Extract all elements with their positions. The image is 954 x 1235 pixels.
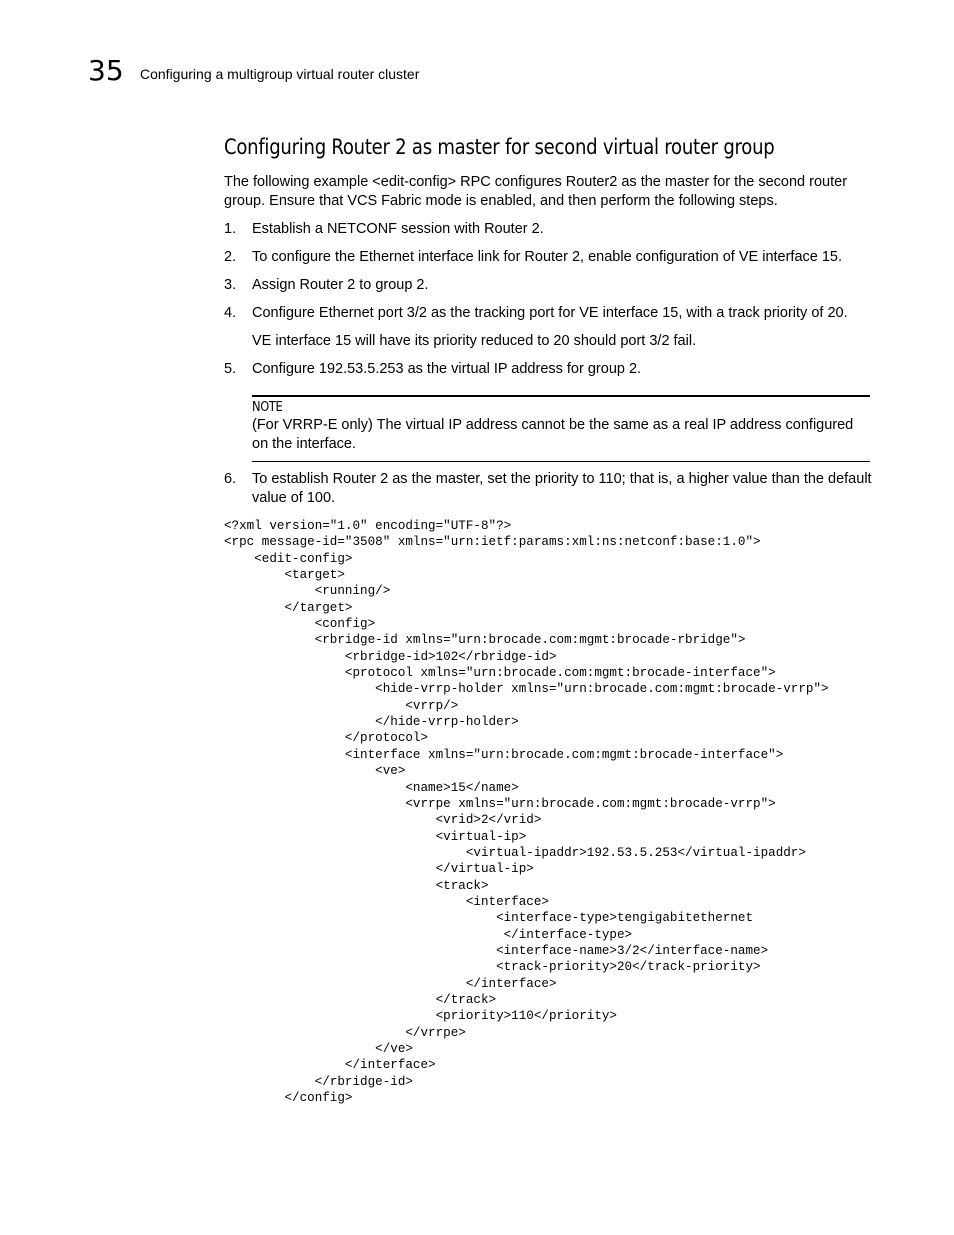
step-number: 5. — [224, 361, 237, 377]
step-number: 1. — [224, 221, 237, 237]
step-text: To establish Router 2 as the master, set the priority to 110; that is, a higher value than the default value of 100. — [252, 471, 872, 506]
step-text: Assign Router 2 to group 2. — [252, 277, 429, 293]
chapter-title: Configuring a multigroup virtual router cluster — [140, 66, 420, 82]
step-text: Configure 192.53.5.253 as the virtual IP address for group 2. — [252, 361, 642, 377]
note-label: NOTE — [252, 400, 283, 415]
chapter-number: 35 — [88, 54, 124, 87]
step-4-note: VE interface 15 will have its priority reduced to 20 should port 3/2 fail. — [252, 333, 697, 349]
step-text: Establish a NETCONF session with Router 2. — [252, 221, 544, 237]
section-heading: Configuring Router 2 as master for second virtual router group — [224, 135, 775, 159]
step-number: 6. — [224, 471, 237, 487]
step-number: 4. — [224, 305, 237, 321]
intro-paragraph: The following example <edit-config> RPC configures Router2 as the master for the second router group. Ensure that VCS Fabric mode is enabled, and then perform the following steps. — [224, 174, 848, 209]
note-text: (For VRRP-E only) The virtual IP address cannot be the same as a real IP address configured on the interface. — [252, 417, 854, 452]
step-text: Configure Ethernet port 3/2 as the tracking port for VE interface 15, with a track priority of 20. — [252, 305, 848, 321]
step-number: 2. — [224, 249, 237, 265]
note-box — [252, 395, 870, 462]
step-text: To configure the Ethernet interface link for Router 2, enable configuration of VE interface 15. — [252, 249, 843, 265]
step-number: 3. — [224, 277, 237, 293]
xml-code-block: <?xml version="1.0" encoding="UTF-8"?> <rpc message-id="3508" xmlns="urn:ietf:params:xml:ns:netconf:base:1.0"> <edit-config> <target> <running/> </target> <config> <rbridge-id xmlns="urn:brocade.com:mgmt:brocade-rbridge"> <rbridge-id>102</rbridge-id> <protocol xmlns="urn:brocade.com:mgmt:brocade-interface"> <hide-vrrp-holder xmlns="urn:brocade.com:mgmt:brocade-vrrp"> <vrrp/> </hide-vrrp-holder> </protocol> <interface xmlns="urn:brocade.com:mgmt:brocade-interface"> <ve> <name>15</name> <vrrpe xmlns="urn:brocade.com:mgmt:brocade-vrrp"> <vrid>2</vrid> <virtual-ip> <virtual-ipaddr>192.53.5.253</virtual-ipaddr> </virtual-ip> <track> <interface> <interface-type>tengigabitethernet </interface-type> <interface-name>3/2</interface-name> <track-priority>20</track-priority> </interface> </track> <priority>110</priority> </vrrpe> </ve> </interface> </rbridge-id> </config> — [224, 519, 829, 1106]
